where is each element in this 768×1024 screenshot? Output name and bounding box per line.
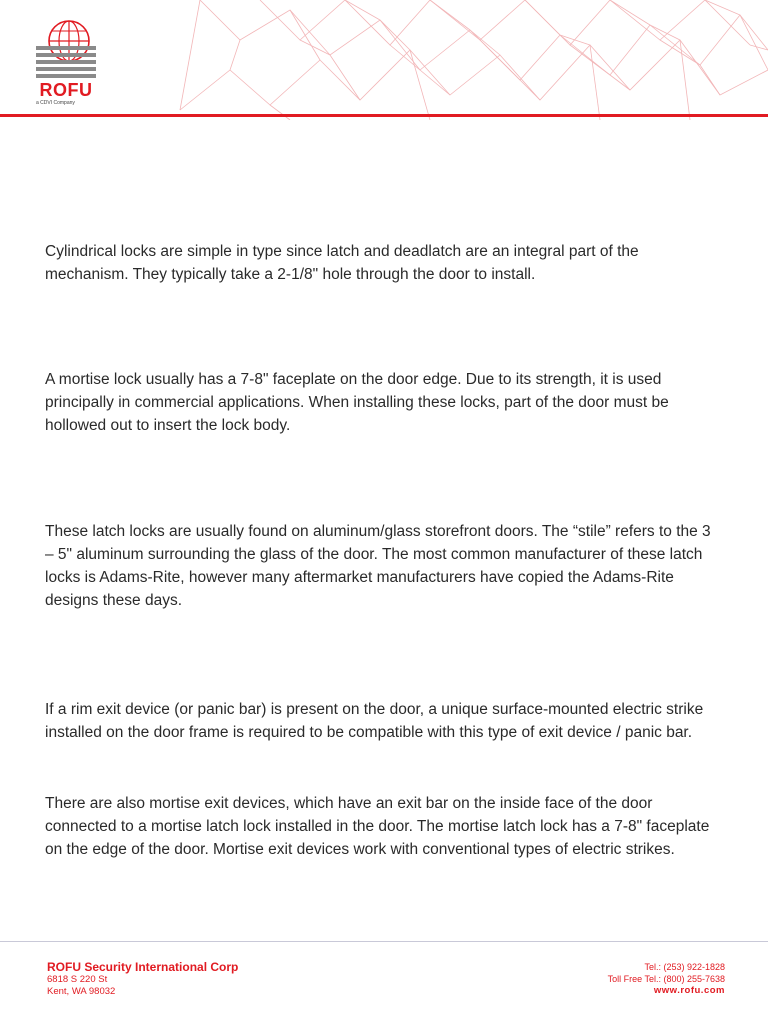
paragraph-cylindrical-locks: Cylindrical locks are simple in type since latch and deadlatch are an integral part of the mechanism. They typically take a 2-1/8" hole through the door to install. [45,243,639,283]
paragraph-mortise-lock: A mortise lock usually has a 7-8" faceplate on the door edge. Due to its strength, it is used principally in commercial applications. When installing these locks, part of the door must be hollowed out to insert the lock body. [45,371,669,434]
footer-address-line2: Kent, WA 98032 [47,986,116,997]
rofu-logo [36,18,106,106]
header-divider [0,114,768,117]
logo-wordmark: ROFU [39,80,93,100]
footer-tel: Tel.: (253) 922-1828 [644,962,725,972]
paragraph-mortise-exit-devices: There are also mortise exit devices, which have an exit bar on the inside face of the door connected to a mortise latch lock installed in the door. The mortise latch lock has a 7-8" faceplate on the edge of the door. Mortise exit devices work with conventional types of electric strikes. [45,795,710,858]
footer-address-block [47,960,347,998]
logo-subtitle: a CDVI Company [36,100,75,106]
logo-bars [36,46,96,80]
paragraph-rim-exit-device: If a rim exit device (or panic bar) is present on the door, a unique surface-mounted electric strike installed on the door frame is required to be compatible with this type of exit device / panic bar. [45,701,704,741]
page-header [0,0,768,120]
footer-contact-block [465,961,725,997]
geometric-pattern [0,0,768,120]
footer-company-name: ROFU Security International Corp [47,960,239,974]
paragraph-latch-locks: These latch locks are usually found on aluminum/glass storefront doors. The “stile” refers to the 3 – 5" aluminum surrounding the glass of the door. The most common manufacturer of these latch locks is Adams-Rite, however many aftermarket manufacturers have copied the Adams-Rite designs these days. [45,523,711,609]
footer-toll-free: Toll Free Tel.: (800) 255-7638 [607,974,725,984]
footer-address-line1: 6818 S 220 St [47,974,108,985]
footer-website-link[interactable]: www.rofu.com [653,985,725,996]
footer-divider [0,941,768,942]
